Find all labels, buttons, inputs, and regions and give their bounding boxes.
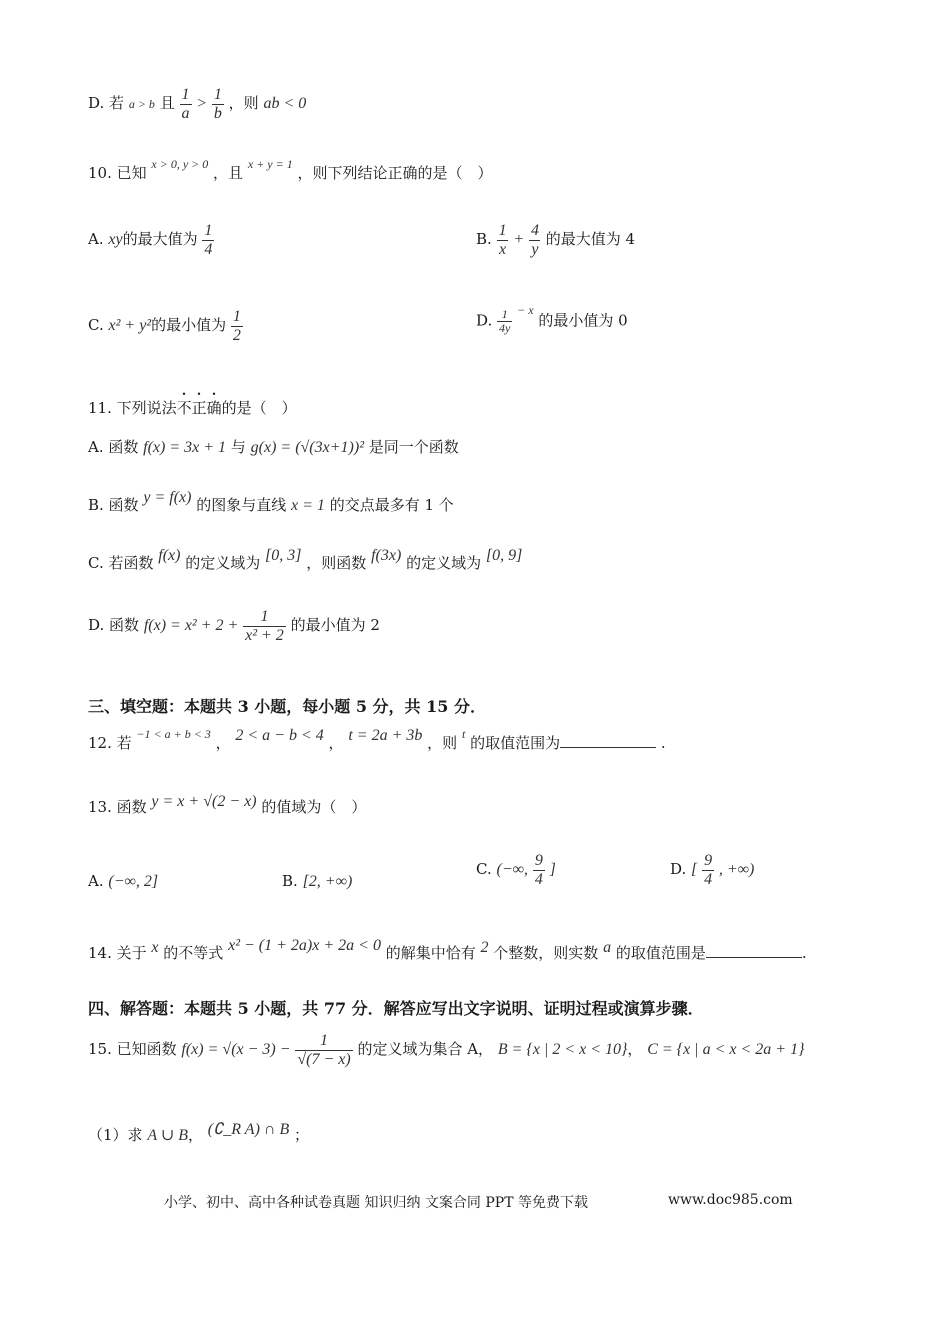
q11-option-d: D. 函数 f(x) = x² + 2 + $\frac{1}{\text{x² + 2}}$ 的最小值为 2	[88, 608, 380, 644]
q11-option-c: C. 若函数 f(x) 的定义域为 [0, 3] ，则函数 f(3x) 的定义域为 [0, 9]	[88, 547, 523, 572]
q12: 12. 若 $^{-1 < a + b < 3}$ ， 2 < a − b < 4 ， t = 2a + 3b ，则 $^t$ 的取值范围为 .	[88, 727, 666, 752]
section-4-heading: 四、解答题：本题共 5 小题，共 77 分．解答应写出文字说明、证明过程或演算步骤．	[88, 999, 704, 1018]
q10-option-b: B. $\frac{1}{x}$ + $\frac{4}{y}$ 的最大值为 4	[476, 222, 636, 258]
section-3-heading: 三、填空题：本题共 3 小题，每小题 5 分，共 15 分．	[88, 697, 486, 716]
fraction: $\frac{1}{b}$	[213, 86, 222, 122]
q9-option-d: D. 若 a > b 且 $\frac{1}{a}$ > $\frac{1}{b}$ ，则 ab < 0	[88, 86, 307, 122]
q11-stem: 11. 下列说法不正确的是（ ）	[88, 399, 297, 417]
q13-option-c: C. (−∞, $\frac{9}{4}$ ]	[476, 852, 556, 888]
q11-option-b: B. 函数 y = f(x) 的图象与直线 x = 1 的交点最多有 1 个	[88, 489, 454, 514]
q13-option-a: A. (−∞, 2]	[88, 872, 159, 890]
q10-option-a: A. xy的最大值为 $\frac{1}{4}$	[88, 222, 213, 258]
q10-stem: 10. 已知 $^{x > 0, y > 0}$ ，且 $^{x + y = 1}$ ，则下列结论正确的是（ ）	[88, 157, 493, 182]
q15-stem: 15. 已知函数 f(x) = √(x − 3) − $\frac{1}{√(7 - x)}$ 的定义域为集合 A， B = {x | 2 < x < 10}， C = {x | a < x < 2a + 1}	[88, 1032, 805, 1068]
q11-option-a: A. 函数 f(x) = 3x + 1 与 g(x) = (√(3x+1))² 是同一个函数	[88, 438, 459, 456]
q13-option-d: D. [ $\frac{9}{4}$ , +∞)	[670, 852, 755, 888]
emphasis-text: 不正确	[176, 399, 222, 417]
answer-blank[interactable]	[706, 957, 802, 958]
q14: 14. 关于 x 的不等式 x² − (1 + 2a)x + 2a < 0 的解集中恰有 2 个整数，则实数 a 的取值范围是 .	[88, 937, 807, 962]
answer-blank[interactable]	[560, 747, 656, 748]
q13-option-b: B. [2, +∞)	[282, 872, 353, 890]
footer-url[interactable]: www.doc985.com	[668, 1192, 793, 1208]
q10-option-d: D. $\frac{1}{4y}$ $^{- x}$ 的最小值为 0	[476, 302, 628, 336]
footer-text: 小学、初中、高中各种试卷真题 知识归纳 文案合同 PPT 等免费下载	[164, 1195, 588, 1211]
q15-part-1: （1）求 A ∪ B， (∁_R A) ∩ B ；	[88, 1121, 310, 1144]
q13-stem: 13. 函数 y = x + √(2 − x) 的值域为（ ）	[88, 793, 367, 816]
fraction: $\frac{1}{a}$	[181, 86, 190, 122]
q10-option-c: C. x² + y²的最小值为 $\frac{1}{2}$	[88, 308, 241, 344]
